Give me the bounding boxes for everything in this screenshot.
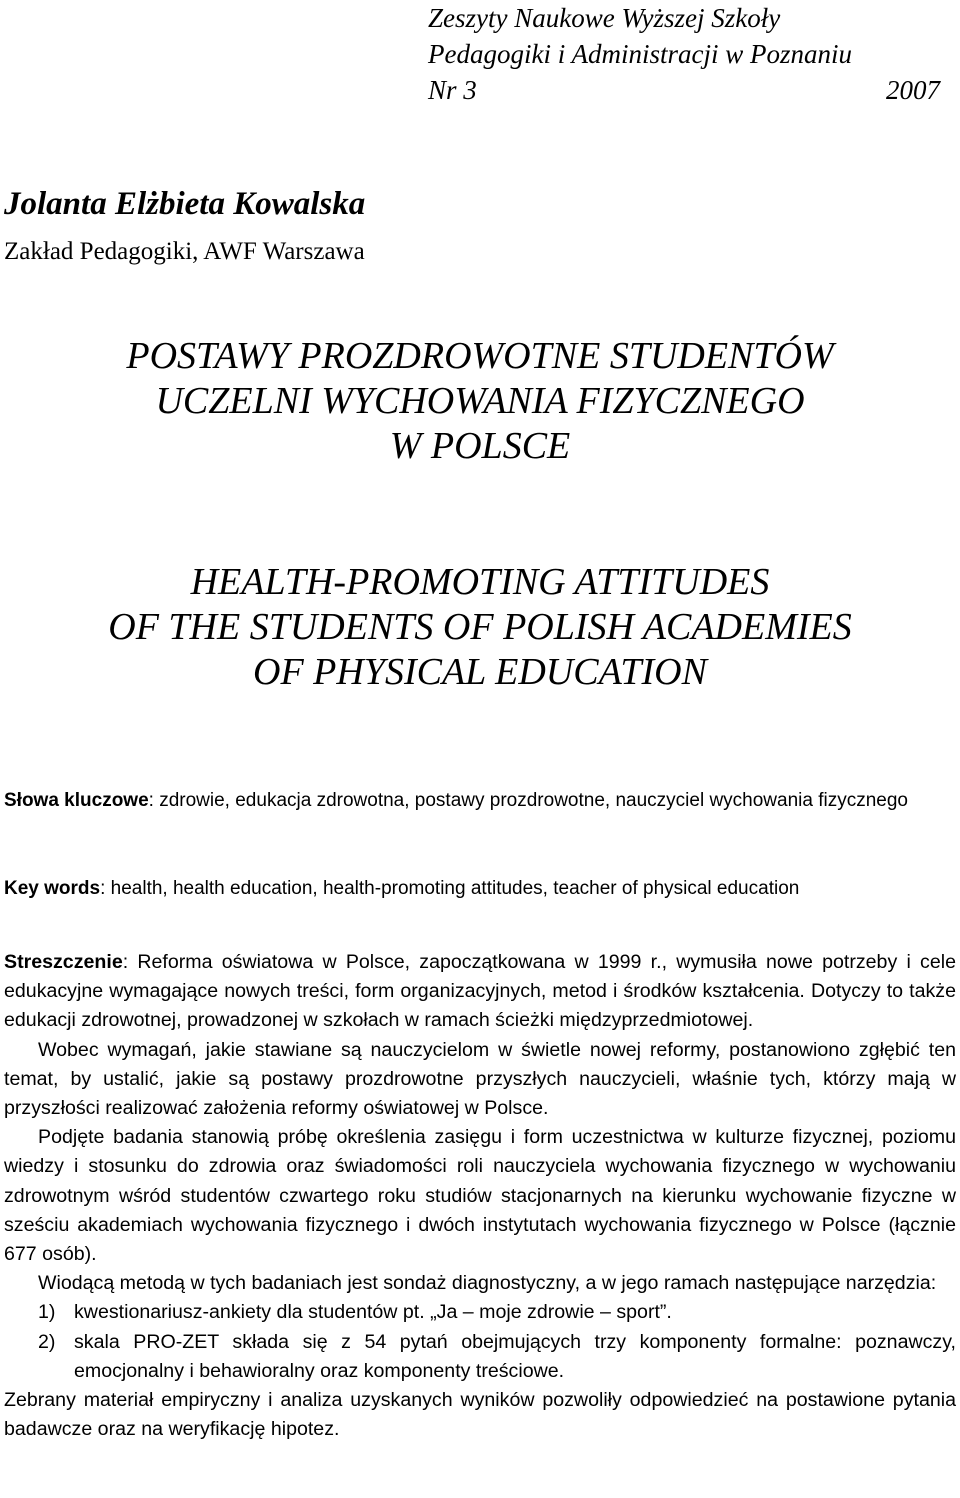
keywords-english-label: Key words [4, 878, 101, 899]
title-polish-line: UCZELNI WYCHOWANIA FIZYCZNEGO [155, 380, 805, 422]
keywords-polish [4, 786, 956, 816]
journal-title-line-1: Zeszyty Naukowe Wyższej Szkoły [428, 3, 781, 33]
author-name: Jolanta Elżbieta Kowalska [4, 186, 366, 222]
abstract-paragraph-text: : Reforma oświatowa w Polsce, zapoczątkowana w 1999 r., wymusiła nowe potrzeby i cele edukacyjne wymagające nowych treści, form organizacyjnych, metod i środków kształcenia. Dotyczy to także edukacji zdrowotnej, prowadzonej w szkołach w ramach ścieżki międzyprzedmiotowej. [4, 951, 956, 1032]
keywords-english-text: : health, health education, health-promoting attitudes, teacher of physical education [100, 878, 800, 899]
title-polish-line: W POLSCE [389, 425, 571, 467]
list-item-text: skala PRO-ZET składa się z 54 pytań obejmujących trzy komponenty formalne: poznawczy, emocjonalny i behawioralny oraz komponenty treściowe. [74, 1330, 956, 1382]
abstract-paragraph: Zebrany materiał empiryczny i analiza uzyskanych wyników pozwoliły odpowiedzieć na postawione pytania badawcze oraz na weryfikację hipotez. [4, 1389, 956, 1441]
title-english-line: HEALTH-PROMOTING ATTITUDES [190, 561, 770, 603]
list-item [4, 1328, 956, 1386]
title-polish-line: POSTAWY PROZDROWOTNE STUDENTÓW [126, 335, 834, 377]
journal-header [428, 0, 940, 108]
list-item-number: 1) [38, 1301, 56, 1324]
abstract-label: Streszczenie [4, 951, 123, 973]
journal-issue-row [428, 72, 940, 108]
keywords-polish-text: : zdrowie, edukacja zdrowotna, postawy prozdrowotne, nauczyciel wychowania fizycznego [148, 790, 908, 811]
abstract-paragraph [4, 948, 956, 1036]
abstract [4, 948, 956, 1444]
title-english-line: OF THE STUDENTS OF POLISH ACADEMIES [108, 606, 852, 648]
list-item-text: kwestionariusz-ankiety dla studentów pt. „Ja – moje zdrowie – sport”. [74, 1301, 672, 1324]
abstract-paragraph: Wiodącą metodą w tych badaniach jest sondaż diagnostyczny, a w jego ramach następujące narzędzia: [38, 1272, 937, 1295]
keywords-english [4, 874, 956, 904]
keywords-polish-label: Słowa kluczowe [4, 790, 149, 811]
abstract-paragraph: Wobec wymagań, jakie stawiane są nauczycielom w świetle nowej reformy, postanowiono zgłębić ten temat, by ustalić, jakie są postawy prozdrowotne przyszłych nauczycieli, właśnie tych, którzy mają w przyszłości realizować założenia reformy oświatowej w Polsce. [4, 1038, 956, 1120]
author-affiliation: Zakład Pedagogiki, AWF Warszawa [4, 238, 365, 265]
list-item [4, 1298, 956, 1327]
journal-title-line-2: Pedagogiki i Administracji w Poznaniu [428, 39, 852, 69]
abstract-paragraph: Podjęte badania stanowią próbę określenia zasięgu i form uczestnictwa w kulturze fizycznej, poziomu wiedzy i stosunku do zdrowia oraz świadomości roli nauczyciela wychowania fizycznego w wychowaniu zdrowotnym wśród studentów czwartego roku studiów stacjonarnych na kierunku wychowanie fizyczne w sześciu akademiach wychowania fizycznego i dwóch instytutach wychowania fizycznego w Polsce (łącznie 677 osób). [4, 1126, 956, 1266]
title-polish [0, 334, 960, 469]
tools-list [4, 1298, 956, 1386]
list-item-number: 2) [38, 1330, 56, 1353]
journal-year: 2007 [886, 75, 940, 105]
journal-number: Nr 3 [428, 75, 477, 105]
title-english-line: OF PHYSICAL EDUCATION [253, 651, 707, 693]
title-english [0, 560, 960, 695]
